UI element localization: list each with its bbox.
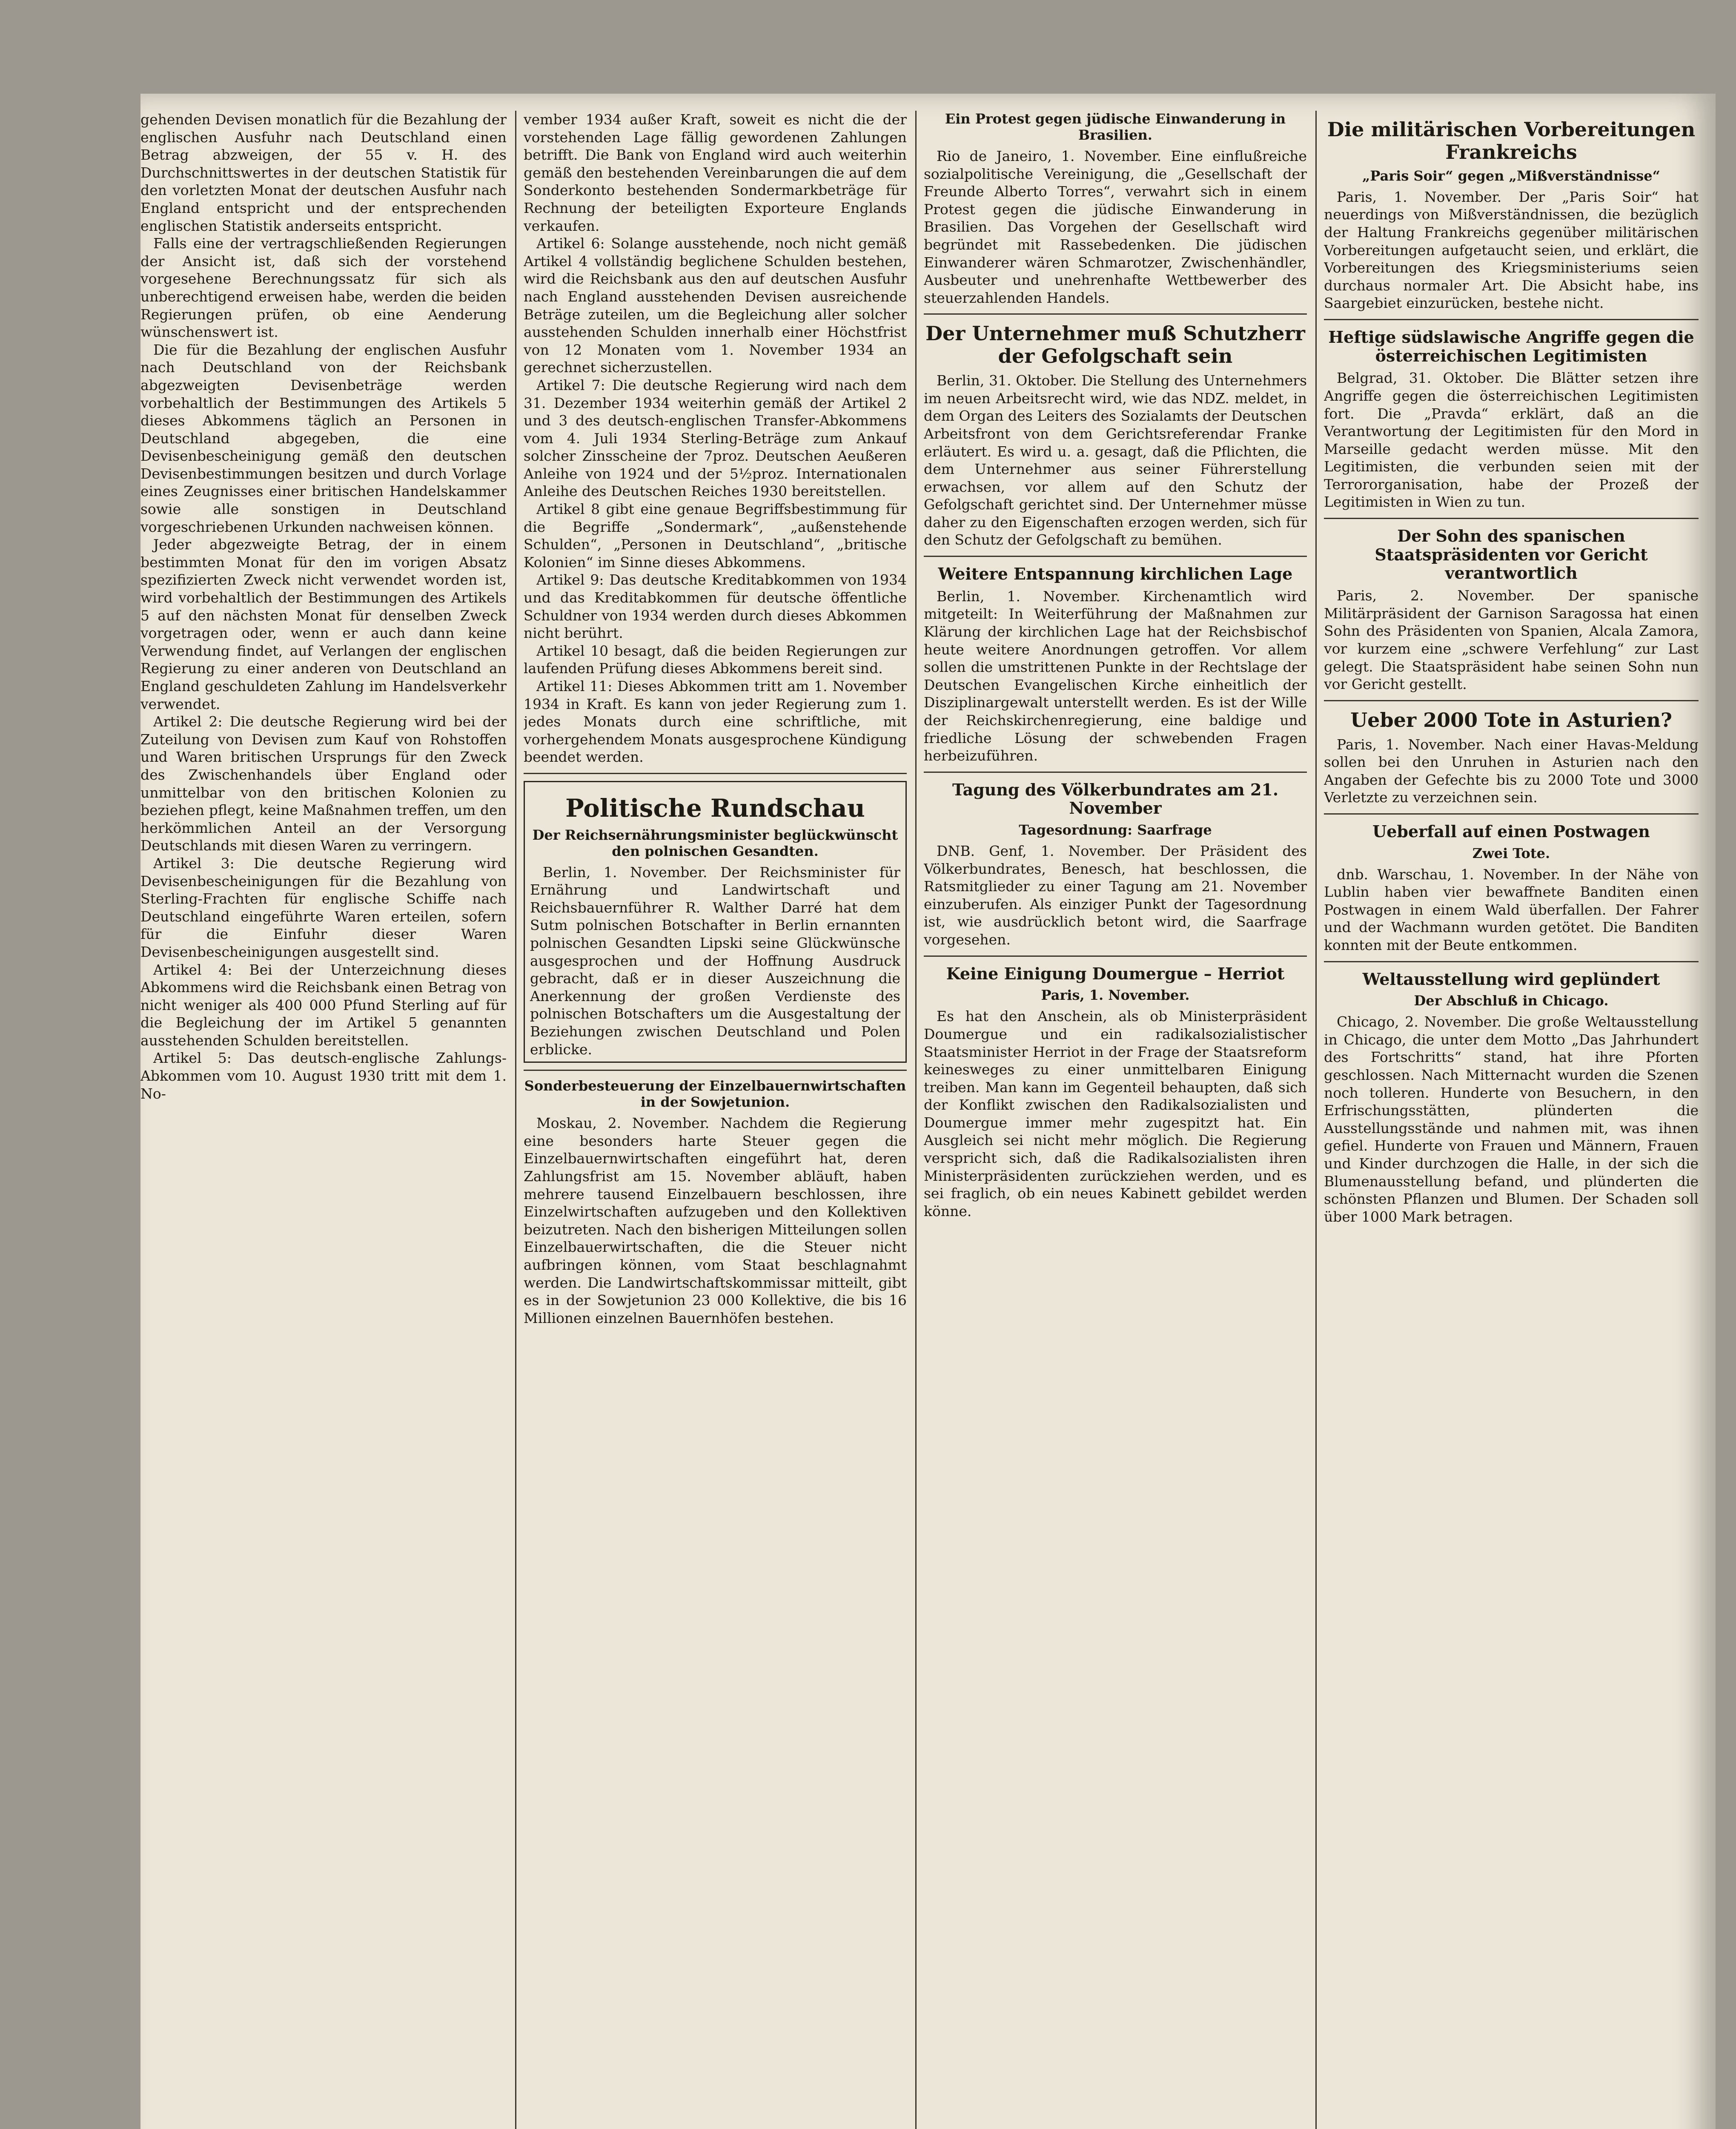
article-separator xyxy=(1324,961,1699,962)
article-title: Keine Einigung Doumergue – Herriot xyxy=(946,964,1285,983)
article-paragraph: Artikel 11: Dieses Abkommen tritt am 1. November 1934 in Kraft. Es kann von jeder Regierung zum 1. jedes Monats durch eine schriftliche, mit vorhergehendem Monats ausgesprochene Kündigung beendet werden. xyxy=(524,678,907,766)
article-paragraph: Artikel 8 gibt eine genaue Begriffsbestimmung für die Begriffe „Sondermark“, „außenstehende Schulden“, „Personen in Deutschland“, „britische Kolonien“ im Sinne dieses Abkommens. xyxy=(524,501,907,571)
article-paragraph: Jeder abgezweigte Betrag, der in einem bestimmten Monat für den im vorigen Absatz spezifizierten Zweck nicht verwendet worden ist, wird vorbehaltlich der Bestimmungen des Artikels 5 auf den nächsten Monat für denselben Zweck vorgetragen oder, wenn er auch dann keine Verwendung findet, auf Verlangen der englischen Regierung zu einer anderen von Deutschland an England geschuldeten Zahlung im Handelsverkehr verwendet. xyxy=(140,536,507,712)
article-paragraph: Artikel 7: Die deutsche Regierung wird nach dem 31. Dezember 1934 weiterhin gemäß der Artikel 2 und 3 des deutsch-englischen Transfer-Abkommens vom 4. Juli 1934 Sterling-Beträge zum Ankauf solcher Zinsscheine der 7proz. Deutschen Aeußeren Anleihe von 1924 und der 5½proz. Internationalen Anleihe des Deutschen Reiches 1930 bereitstellen. xyxy=(524,376,907,500)
article-paragraph: Rio de Janeiro, 1. November. Eine einflußreiche sozialpolitische Vereinigung, die „Gesellschaft der Freunde Alberto Torres“, verwahrt sich in einem Protest gegen die jüdische Einwanderung in Brasilien. Das Vorgehen der Gesellschaft wird begründet mit Rassebedenken. Die jüdischen Einwanderer wären Schmarotzer, Zwischenhändler, Ausbeuter und unehrenhafte Wettbewerber des steuerzahlenden Handels. xyxy=(924,148,1307,306)
article-subtitle: Zwei Tote. xyxy=(1472,845,1550,861)
article-title: Weitere Entspannung kirchlichen Lage xyxy=(938,564,1293,584)
article-title: Der Unternehmer muß Schutzherr der Gefolgschaft sein xyxy=(925,322,1305,368)
article-separator xyxy=(924,556,1307,557)
article-paragraph: gehenden Devisen monatlich für die Bezahlung der englischen Ausfuhr nach Deutschland einen Betrag abzweigen, der 55 v. H. des Durchschnittswertes in der deutschen Statistik für den vorletzten Monat der deutschen Ausfuhr nach England entspricht und der entsprechenden englischen Statistik anderseits entspricht. xyxy=(140,111,507,234)
article-paragraph: Falls eine der vertragschließenden Regierungen der Ansicht ist, daß sich der vorstehend vorgesehene Berechnungssatz für sich als unberechtigend erweisen habe, werden die beiden Regierungen prüfen, ob eine Aenderung wünschenswert ist. xyxy=(140,235,507,341)
article-paragraph: Artikel 9: Das deutsche Kreditabkommen von 1934 und das Kreditabkommen für deutsche öffentliche Schuldner von 1934 werden durch dieses Abkommen nicht berührt. xyxy=(524,571,907,642)
article-paragraph: Paris, 2. November. Der spanische Militärpräsident der Garnison Saragossa hat einen Sohn des Präsidenten von Spanien, Alcala Zamora, vor kurzem eine „schwere Verfehlung“ zur Last gelegt. Die Staatspräsident habe seinen Sohn nun vor Gericht gestellt. xyxy=(1324,587,1699,693)
article-separator xyxy=(1324,319,1699,320)
article-title: Ueber 2000 Tote in Asturien? xyxy=(1350,708,1672,732)
article-title: Ein Protest gegen jüdische Einwanderung in Brasilien. xyxy=(945,111,1286,143)
article-paragraph: Artikel 4: Bei der Unterzeichnung dieses Abkommens wird die Reichsbank einen Betrag von nicht weniger als 400 000 Pfund Sterling auf für die Begleichung der im Artikel 5 genannten ausstehenden Schulden bereitstellen. xyxy=(140,961,507,1049)
article-title: Weltausstellung wird geplündert xyxy=(1362,969,1660,989)
article-paragraph: Artikel 2: Die deutsche Regierung wird bei der Zuteilung von Devisen zum Kauf von Rohstoffen und Waren britischen Ursprungs für den Zweck des Zwischenhandels über England oder unmittelbar von den britischen Kolonien zu beziehen pflegt, keine Maßnahmen treffen, um den herkömmlichen Anteil an der Versorgung Deutschlands mit diesen Waren zu verringern. xyxy=(140,713,507,854)
column-2 xyxy=(524,111,907,2129)
article-title: Der Sohn des spanischen Staatspräsidenten vor Gericht verantwortlich xyxy=(1375,526,1648,583)
article-paragraph: Die für die Bezahlung der englischen Ausfuhr nach Deutschland von der Reichsbank abgezweigten Devisenbeträge werden vorbehaltlich der Bestimmungen des Artikels 5 dieses Abkommens täglich an Personen in Deutschland abgegeben, die eine Devisenbescheinigung gemäß den deutschen Devisenbestimmungen besitzen und durch Vorlage eines Zeugnisses einer britischen Handelskammer sowie alle sonstigen in Deutschland vorgeschriebenen Urkunden nachweisen können. xyxy=(140,341,507,535)
article-separator xyxy=(924,313,1307,315)
article-paragraph: Es hat den Anschein, als ob Ministerpräsident Doumergue und ein radikalsozialistischer Staatsminister Herriot in der Frage der Staatsreform keinesweges zu einer unmittelbaren Einigung treiben. Man kann im Gegenteil behaupten, daß sich der Konflikt zwischen den Radikalsozialisten und Doumergue immer mehr zugespitzt hat. Ein Ausgleich sei nicht mehr möglich. Die Regierung verspricht sich, daß die Radikalsozialisten ihren Ministerpräsidenten zurückziehen werden, und es sei fraglich, ob ein neues Kabinett gebildet werden könne. xyxy=(924,1008,1307,1219)
article-separator xyxy=(1324,813,1699,815)
article-title: Sonderbesteuerung der Einzelbauernwirtschaften in der Sowjetunion. xyxy=(524,1078,906,1110)
article-subtitle: Tagesordnung: Saarfrage xyxy=(1019,822,1212,838)
article-separator xyxy=(524,1070,907,1071)
article-paragraph: Berlin, 1. November. Kirchenamtlich wird mitgeteilt: In Weiterführung der Maßnahmen zur Klärung der kirchlichen Lage hat der Reichsbischof heute weitere Anordnungen getroffen. Vor allem sollen die umstrittenen Punkte in der Rechtslage der Deutschen Evangelischen Kirche einheitlich der Disziplinargewalt unterstellt werden. Es ist der Wille der Reichskirchenregierung, eine baldige und friedliche Lösung der schwebenden Fragen herbeizuführen. xyxy=(924,588,1307,764)
article-paragraph: Paris, 1. November. Nach einer Havas-Meldung sollen bei den Unruhen in Asturien nach den Angaben der Gefechte bis zu 2000 Tote und 3000 Verletzte zu verzeichnen sein. xyxy=(1324,736,1699,806)
article-paragraph: dnb. Warschau, 1. November. In der Nähe von Lublin haben vier bewaffnete Banditen einen Postwagen in einem Wald überfallen. Der Fahrer und der Wachmann wurden getötet. Die Banditen konnten mit der Beute entkommen. xyxy=(1324,866,1699,954)
article-title: Die militärischen Vorbereitungen Frankreichs xyxy=(1327,118,1696,164)
column-4 xyxy=(1324,111,1699,2129)
column-1 xyxy=(140,111,507,2129)
article-paragraph: DNB. Genf, 1. November. Der Präsident des Völkerbundrates, Benesch, hat beschlossen, die Ratsmitglieder zu einer Tagung am 21. November einzuberufen. Als einziger Punkt der Tagesordnung ist, wie ausdrücklich betont wird, die Saarfrage vorgesehen. xyxy=(924,843,1307,948)
article-paragraph: Moskau, 2. November. Nachdem die Regierung eine besonders harte Steuer gegen die Einzelbauernwirtschaften eingeführt hat, deren Zahlungsfrist am 15. November abläuft, haben mehrere tausend Einzelbauern beschlossen, ihre Einzelwirtschaften aufzugeben und den Kollektiven beizutreten. Nach den bisherigen Mitteilungen sollen Einzelbauerwirtschaften, die die Steuer nicht aufbringen können, vom Staat beschlagnahmt werden. Die Landwirtschaftskommissar mitteilt, gibt es in der Sowjetunion 23 000 Kollektive, die bis 16 Millionen einzelnen Bauernhöfen bestehen. xyxy=(524,1115,907,1326)
column-3 xyxy=(924,111,1307,2129)
article-separator xyxy=(924,955,1307,957)
article-paragraph: Artikel 5: Das deutsch-englische Zahlungs-Abkommen vom 10. August 1930 tritt mit dem 1. No- xyxy=(140,1050,507,1102)
politische-rundschau-box xyxy=(524,781,907,1063)
article-subtitle: Der Reichsernährungsminister beglückwünscht den polnischen Gesandten. xyxy=(532,826,898,859)
article-title: Ueberfall auf einen Postwagen xyxy=(1372,821,1650,841)
article-subtitle: „Paris Soir“ gegen „Mißverständnisse“ xyxy=(1362,167,1661,184)
article-paragraph: Belgrad, 31. Oktober. Die Blätter setzen ihre Angriffe gegen die österreichischen Legitimisten fort. Die „Pravda“ erklärt, daß an die Verantwortung der Legitimisten für den Mord in Marseille gedacht werden müsse. Mit den Legitimisten, die verbunden seien mit der Terrororganisation, habe der Prozeß der Legitimisten in Wien zu tun. xyxy=(1324,370,1699,511)
article-paragraph: vember 1934 außer Kraft, soweit es nicht die der vorstehenden Lage fällig gewordenen Zahlungen betrifft. Die Bank von England wird auch weiterhin gemäß den bestehenden Vereinbarungen die auf dem Sonderkonto bestehenden Sondermarkbeträge für Rechnung der beteiligten Exporteure Englands verkaufen. xyxy=(524,111,907,234)
column-rule xyxy=(1315,111,1317,2129)
article-separator xyxy=(924,772,1307,773)
column-rule xyxy=(515,111,516,2129)
article-subtitle: Der Abschluß in Chicago. xyxy=(1414,993,1609,1009)
article-paragraph: Berlin, 31. Oktober. Die Stellung des Unternehmers im neuen Arbeitsrecht wird, wie das NDZ. meldet, in dem Organ des Leiters des Sozialamts der Deutschen Arbeitsfront von dem Gerichtsreferendar Franke erläutert. Es wird u. a. gesagt, daß die Pflichten, die dem Unternehmer aus seiner Führerstellung erwachsen, vor allem auf den Schutz der Gefolgschaft gerichtet sind. Der Unternehmer müsse daher zu den Eigenschaften erzogen werden, sich für den Schutz der Gefolgschaft zu bemühen. xyxy=(924,372,1307,548)
article-paragraph: Berlin, 1. November. Der Reichsminister für Ernährung und Landwirtschaft und Reichsbauernführer R. Walther Darré hat dem Sutm polnischen Botschafter in Berlin ernannten polnischen Gesandten Lipski seine Glückwünsche ausgesprochen und der Hoffnung Ausdruck gebracht, daß er in dieser Auszeichnung die Anerkennung der großen Verdienste des polnischen Botschafters um die Ausgestaltung der Beziehungen zwischen Deutschland und Polen erblicke. xyxy=(530,864,900,1058)
article-paragraph: Chicago, 2. November. Die große Weltausstellung in Chicago, die unter dem Motto „Das Jahrhundert des Fortschritts“ stand, hat ihre Pforten geschlossen. Nach Mitternacht wurden die Szenen noch tolleren. Hunderte von Besuchern, in den Erfrischungsstätten, plünderten die Ausstellungsstände und nahmen mit, was ihnen gefiel. Hunderte von Frauen und Männern, Frauen und Kinder durchzogen die Halle, in der sich die Blumenausstellung befand, und plünderten die schönsten Pflanzen und Blumen. Der Schaden soll über 1000 Mark betragen. xyxy=(1324,1013,1699,1225)
article-title: Tagung des Völkerbundrates am 21. November xyxy=(952,780,1279,818)
article-separator xyxy=(1324,700,1699,701)
article-separator xyxy=(1324,518,1699,519)
column-rule xyxy=(915,111,917,2129)
article-paragraph: Artikel 10 besagt, daß die beiden Regierungen zur laufenden Prüfung dieses Abkommens bereit sind. xyxy=(524,642,907,677)
article-dateline: Paris, 1. November. xyxy=(1041,987,1190,1004)
article-separator xyxy=(524,773,907,774)
article-paragraph: Paris, 1. November. Der „Paris Soir“ hat neuerdings von Mißverständnissen, die bezüglich der Haltung Frankreichs gegenüber militärischen Vorbereitungen aufgetaucht seien, und erklärt, die Vorbereitungen des Kriegsministeriums seien durchaus normaler Art. Die Absicht habe, ins Saargebiet einzurücken, bestehe nicht. xyxy=(1324,188,1699,312)
article-paragraph: Artikel 6: Solange ausstehende, noch nicht gemäß Artikel 4 vollständig beglichene Schulden bestehen, wird die Reichsbank aus den auf deutschen Ausfuhr nach England ausstehenden Devisen ausreichende Beträge zuteilen, um die Begleichung aller solcher ausstehenden Schulden innerhalb einer Höchstfrist von 12 Monaten vom 1. November 1934 an gerechnet sicherzustellen. xyxy=(524,235,907,376)
section-title: Politische Rundschau xyxy=(565,793,865,823)
newspaper-page xyxy=(140,94,1716,2129)
article-paragraph: Artikel 3: Die deutsche Regierung wird Devisenbescheinigungen für die Bezahlung von Sterling-Frachten für englische Schiffe nach Deutschland eingeführte Waren erteilen, sofern für die Einfuhr dieser Waren Devisenbescheinigungen ausgestellt sind. xyxy=(140,855,507,960)
article-title: Heftige südslawische Angriffe gegen die österreichischen Legitimisten xyxy=(1328,327,1694,365)
